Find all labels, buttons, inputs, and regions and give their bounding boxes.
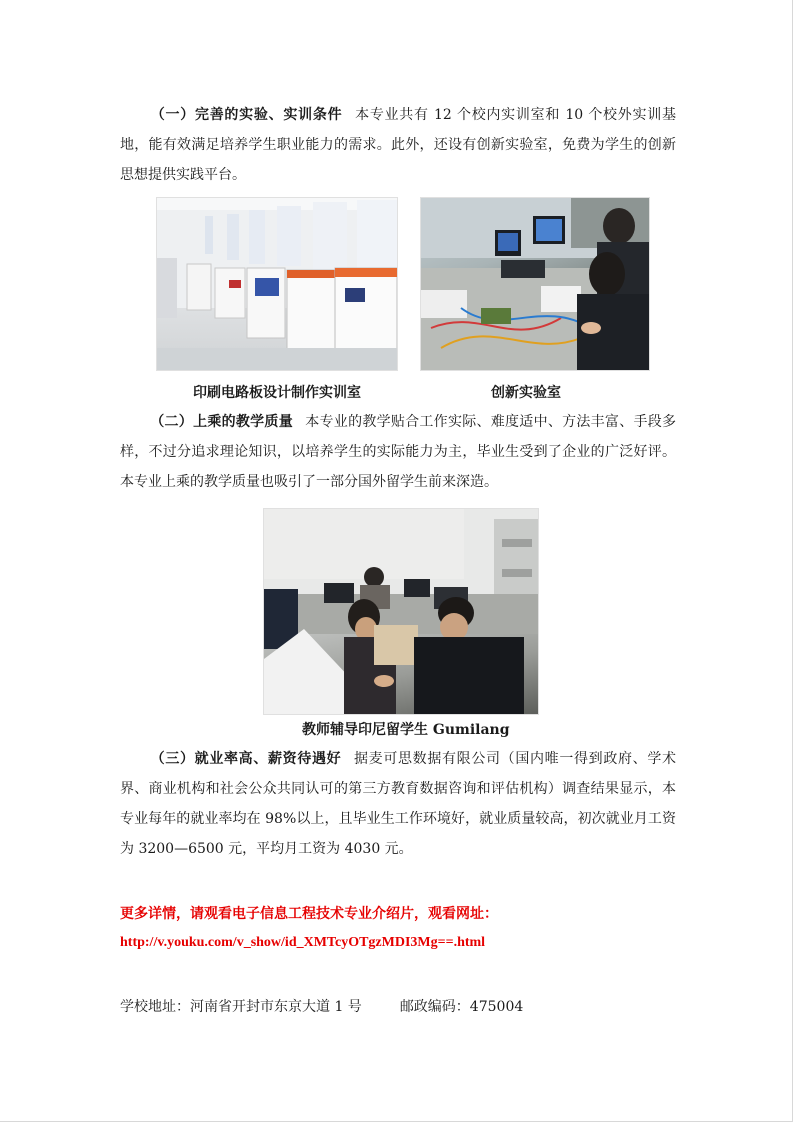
teacher-student-caption: 教师辅导印尼留学生 Gumilang: [302, 722, 510, 738]
school-address: 学校地址：河南省开封市东京大道 1 号: [120, 999, 362, 1015]
pcb-lab-photo: [156, 197, 398, 371]
section-body: 据麦可思数据有限公司（国内唯一得到政府、学术界、商业机构和社会公众共同认可的第三方教育数据咨询和评估机构）调查结果显示，本专业每年的就业率均在 98%以上，且毕业生工作环境好，就业质量较高，初次就业月工资为 3200—6500 元，平均月工资为 4030 元。: [120, 751, 677, 857]
innovation-lab-caption: 创新实验室: [491, 385, 561, 401]
section-body: 本专业的教学贴合工作实际、难度适中、方法丰富、手段多样，不过分追求理论知识，以培养学生的实际能力为主，毕业生受到了企业的广泛好评。本专业上乘的教学质量也吸引了一部分国外留学生前来深造。: [120, 414, 677, 490]
pcb-lab-caption: 印刷电路板设计制作实训室: [193, 385, 361, 401]
teacher-student-photo: [263, 508, 539, 715]
section-employment: [120, 744, 676, 864]
innovation-lab-photo: [420, 197, 650, 371]
section-heading: （二）上乘的教学质量: [150, 414, 293, 430]
video-link[interactable]: http://v.youku.com/v_show/id_XMTcyOTgzMDI3Mg==.html: [120, 935, 486, 950]
more-info-text: 更多详情，请观看电子信息工程技术专业介绍片，观看网址：: [120, 906, 498, 922]
postal-code: 邮政编码：475004: [399, 999, 524, 1015]
section-heading: （三）就业率高、薪资待遇好: [150, 751, 342, 767]
section-heading: （一）完善的实验、实训条件: [150, 107, 343, 123]
section-body: 本专业共有 12 个校内实训室和 10 个校外实训基地，能有效满足培养学生职业能力的需求。此外，还设有创新实验室，免费为学生的创新思想提供实践平台。: [120, 107, 677, 183]
section-lab-conditions: [120, 100, 676, 190]
school-address-line: [120, 996, 523, 1016]
section-teaching-quality: [120, 407, 676, 497]
